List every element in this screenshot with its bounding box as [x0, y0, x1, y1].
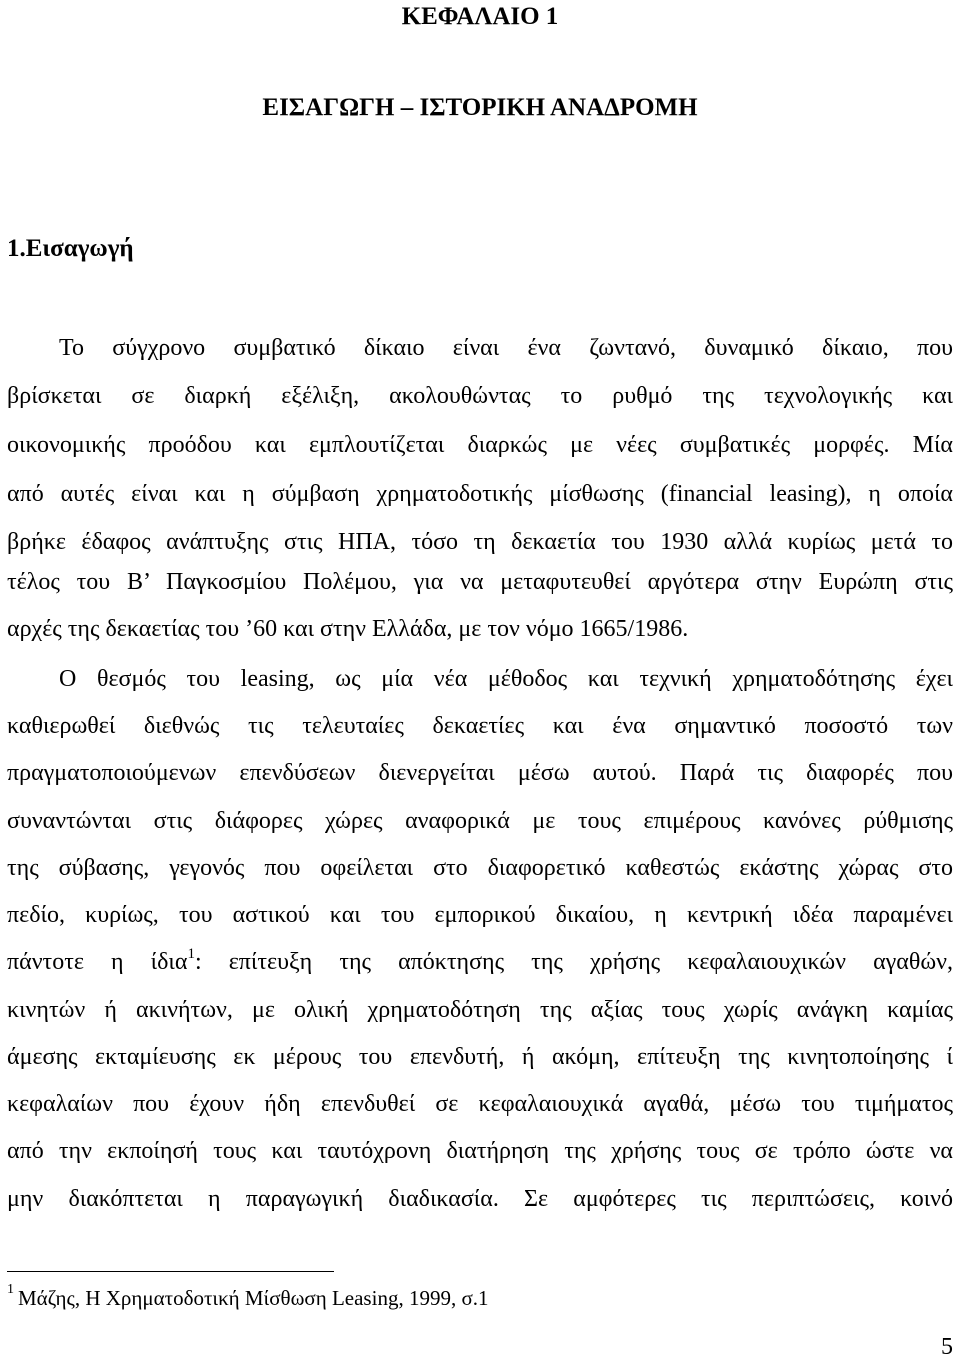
footnote-divider: [7, 1271, 334, 1272]
section-title: 1.Εισαγωγή: [7, 235, 134, 262]
text-line: της σύβασης, γεγονός που οφείλεται στο διαφορετικό καθεστώς εκάστης χώρας στο: [7, 855, 953, 881]
text-line: πραγματοποιούμενων επενδύσεων διενεργείται μέσω αυτού. Παρά τις διαφορές που: [7, 760, 953, 786]
text-line: αρχές της δεκαετίας του ’60 και στην Ελλάδα, με τον νόμο 1665/1986.: [7, 616, 689, 642]
text-line: πεδίο, κυρίως, του αστικού και του εμπορικού δικαίου, η κεντρική ιδέα παραμένει: [7, 902, 953, 928]
text-line: καθιερωθεί διεθνώς τις τελευταίες δεκαετίες και ένα σημαντικό ποσοστό των: [7, 713, 953, 739]
text-line: κεφαλαίων που έχουν ήδη επενδυθεί σε κεφαλαιουχικά αγαθά, μέσω του τιμήματος: [7, 1091, 953, 1117]
footnote-reference[interactable]: 1: [187, 946, 195, 962]
page-number: 5: [941, 1334, 953, 1360]
text-fragment: πάντοτε η ίδια: [7, 949, 188, 975]
text-line: μην διακόπτεται η παραγωγική διαδικασία. Σε αμφότερες τις περιπτώσεις, κοινό: [7, 1186, 953, 1212]
footnote: [7, 1284, 489, 1312]
text-line: [7, 947, 953, 977]
text-line: άμεσης εκταμίευσης εκ μέρους του επενδυτή, ή ακόμη, επίτευξη της κινητοποίησης ί: [7, 1044, 953, 1070]
footnote-mark: 1: [7, 1282, 14, 1297]
chapter-heading: ΚΕΦΑΛΑΙΟ 1: [401, 3, 559, 30]
footnote-text: Μάζης, Η Χρηματοδοτική Μίσθωση Leasing, 1999, σ.1: [18, 1286, 489, 1310]
chapter-subheading: ΕΙΣΑΓΩΓΗ – ΙΣΤΟΡΙΚΗ ΑΝΑΔΡΟΜΗ: [262, 94, 698, 121]
text-line: βρήκε έδαφος ανάπτυξης στις ΗΠΑ, τόσο τη δεκαετία του 1930 αλλά κυρίως μετά το: [7, 529, 953, 555]
text-fragment: : επίτευξη της απόκτησης της χρήσης κεφαλαιουχικών αγαθών,: [194, 949, 954, 975]
text-line: Το σύγχρονο συμβατικό δίκαιο είναι ένα ζωντανό, δυναμικό δίκαιο, που: [59, 335, 953, 361]
text-line: τέλος του Β’ Παγκοσμίου Πολέμου, για να μεταφυτευθεί αργότερα στην Ευρώπη στις: [7, 569, 953, 595]
text-line: βρίσκεται σε διαρκή εξέλιξη, ακολουθώντας το ρυθμό της τεχνολογικής και: [7, 383, 953, 409]
text-line: από αυτές είναι και η σύμβαση χρηματοδοτικής μίσθωσης (financial leasing), η οποία: [7, 481, 953, 507]
text-line: συναντώνται στις διάφορες χώρες αναφορικά με τους επιμέρους κανόνες ρύθμισης: [7, 808, 953, 834]
text-line: κινητών ή ακινήτων, με ολική χρηματοδότηση της αξίας τους χωρίς ανάγκη καμίας: [7, 997, 953, 1023]
text-line: από την εκποίησή τους και ταυτόχρονη διατήρηση της χρήσης τους σε τρόπο ώστε να: [7, 1138, 953, 1164]
text-line: οικονομικής προόδου και εμπλουτίζεται διαρκώς με νέες συμβατικές μορφές. Μία: [7, 432, 953, 458]
text-line: Ο θεσμός του leasing, ως μία νέα μέθοδος και τεχνική χρηματοδότησης έχει: [59, 666, 953, 692]
